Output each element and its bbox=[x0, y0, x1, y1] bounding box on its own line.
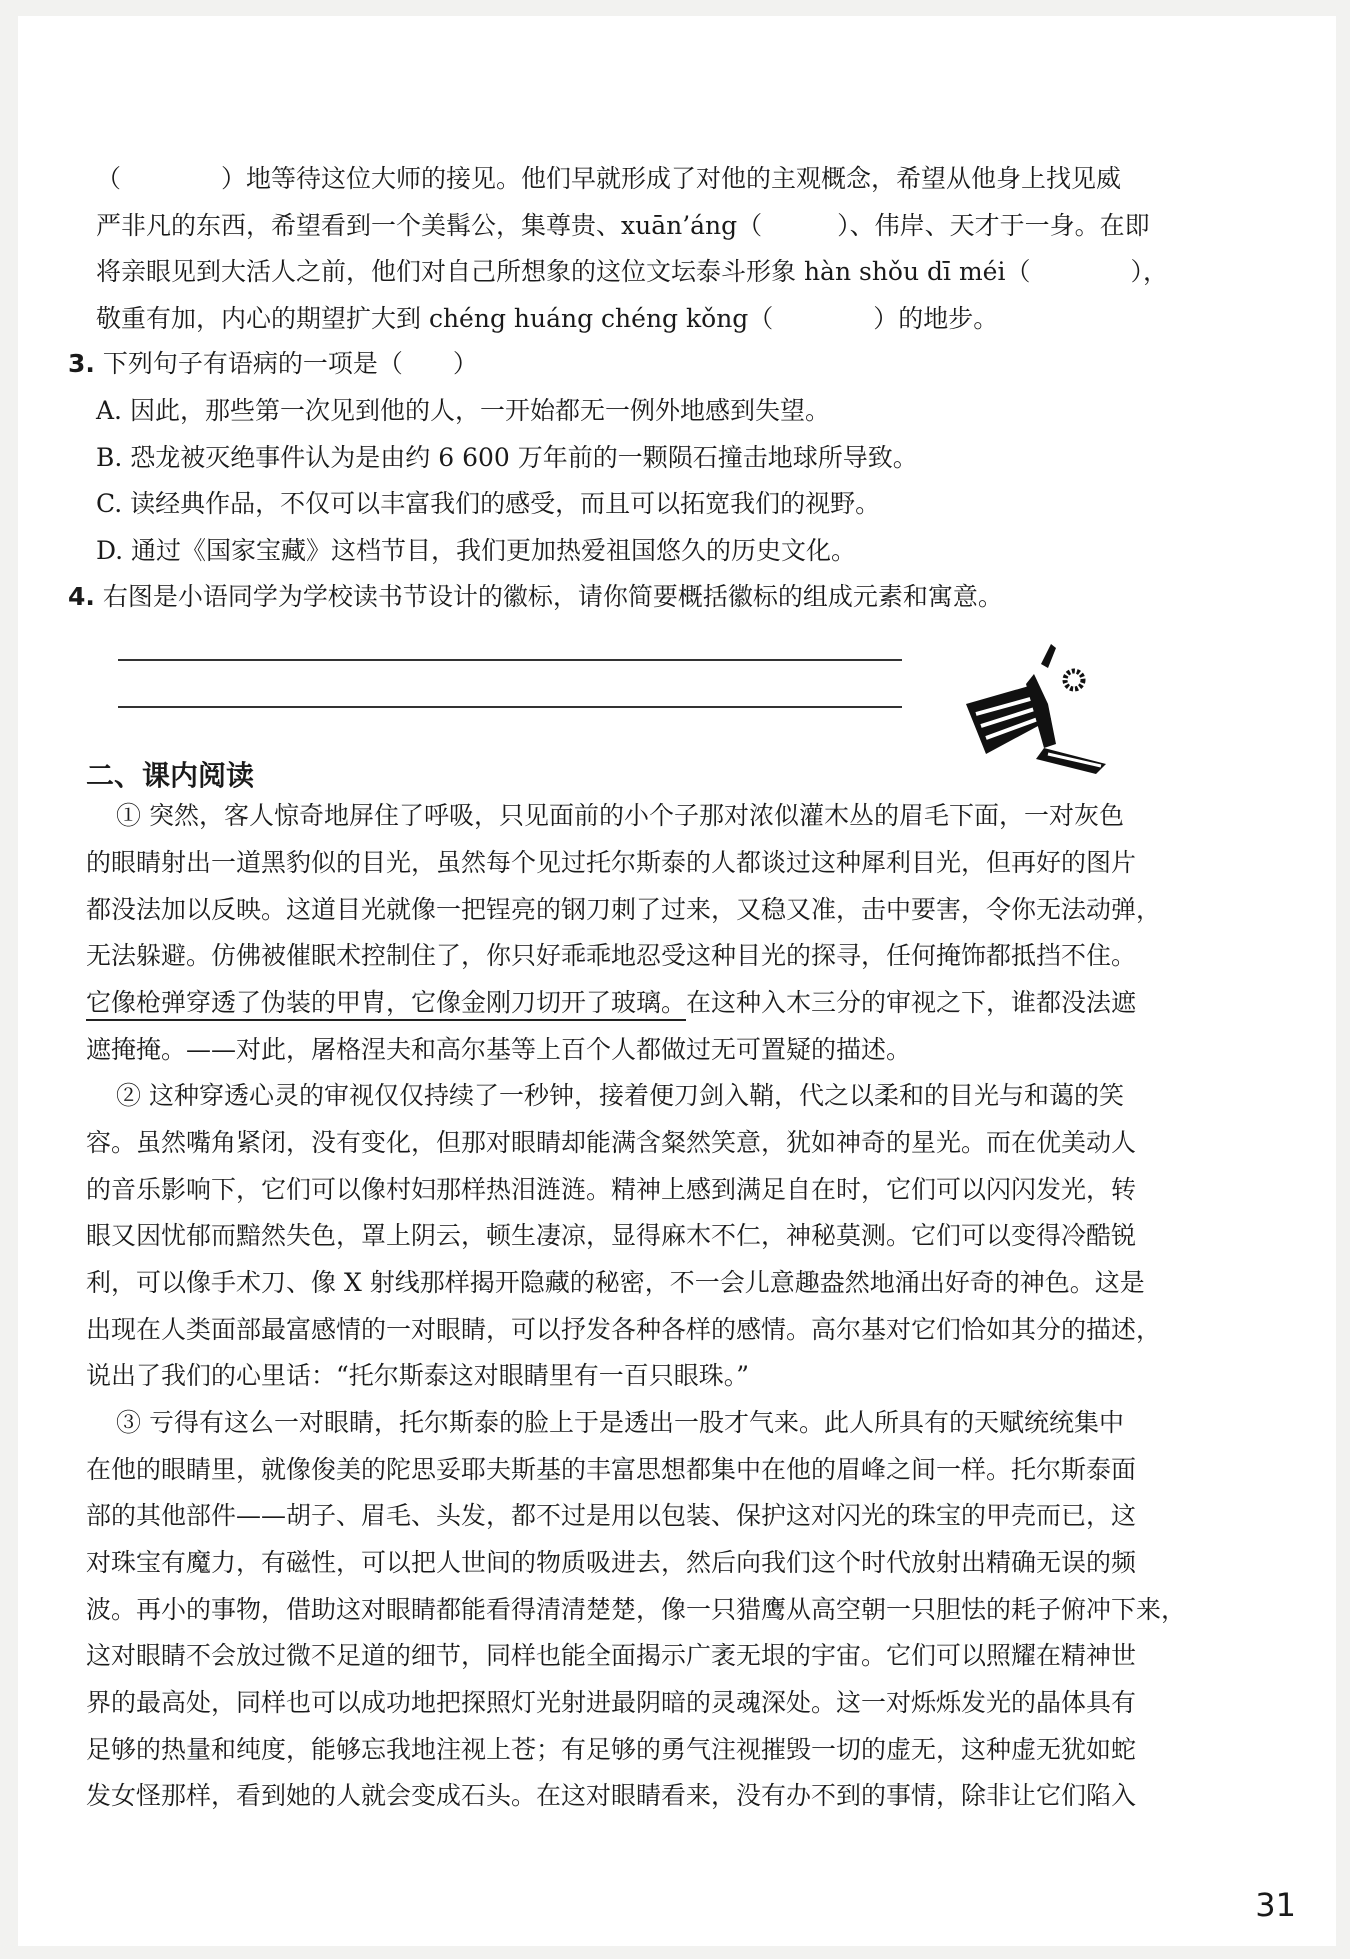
page-number: 31 bbox=[1255, 1886, 1296, 1924]
para1-line-4: 无法躲避。仿佛被催眠术控制住了，你只好乖乖地忍受这种目光的探寻，任何掩饰都抵挡不住。 bbox=[86, 941, 1137, 970]
para2-line-2: 容。虽然嘴角紧闭，没有变化，但那对眼睛却能满含粲然笑意，犹如神奇的星光。而在优美动人 bbox=[86, 1128, 1137, 1157]
reading-festival-emblem-icon bbox=[956, 644, 1116, 784]
intro-line-4: 敬重有加，内心的期望扩大到 chéng huáng chéng kǒng（ ）的地步。 bbox=[96, 304, 999, 333]
para2-line-1: ② 这种穿透心灵的审视仅仅持续了一秒钟，接着便刀剑入鞘，代之以柔和的目光与和蔼的笑 bbox=[116, 1081, 1124, 1110]
para1-line-1: ① 突然，客人惊奇地屏住了呼吸，只见面前的小个子那对浓似灌木丛的眉毛下面，一对灰色 bbox=[116, 801, 1124, 830]
para1-line-5 bbox=[86, 985, 1136, 1021]
para1-line-2: 的眼睛射出一道黑豹似的目光，虽然每个见过托尔斯泰的人都谈过这种犀利目光，但再好的图片 bbox=[86, 848, 1137, 877]
para2-line-5: 利，可以像手术刀、像 X 射线那样揭开隐藏的秘密，不一会儿意趣盎然地涌出好奇的神色。这是 bbox=[86, 1268, 1145, 1297]
para3-line-4: 对珠宝有魔力，有磁性，可以把人世间的物质吸进去，然后向我们这个时代放射出精确无误的频 bbox=[86, 1548, 1137, 1577]
question-4-number: 4. bbox=[68, 582, 95, 611]
question-3-number: 3. bbox=[68, 349, 95, 378]
para3-line-2: 在他的眼睛里，就像俊美的陀思妥耶夫斯基的丰富思想都集中在他的眉峰之间一样。托尔斯泰面 bbox=[86, 1455, 1137, 1484]
para3-line-6: 这对眼睛不会放过微不足道的细节，同样也能全面揭示广袤无垠的宇宙。它们可以照耀在精神世 bbox=[86, 1641, 1137, 1670]
question-4-stem: 右图是小语同学为学校读书节设计的徽标，请你简要概括徽标的组成元素和寓意。 bbox=[102, 582, 1003, 611]
para2-line-6: 出现在人类面部最富感情的一对眼睛，可以抒发各种各样的感情。高尔基对它们恰如其分的描述， bbox=[86, 1315, 1162, 1344]
para1-line-3: 都没法加以反映。这道目光就像一把锃亮的钢刀刺了过来，又稳又准，击中要害，令你无法动弹， bbox=[86, 895, 1162, 924]
para1-line-5-rest: 在这种入木三分的审视之下，谁都没法遮 bbox=[686, 988, 1137, 1017]
para2-line-3: 的音乐影响下，它们可以像村妇那样热泪涟涟。精神上感到满足自在时，它们可以闪闪发光，转 bbox=[86, 1175, 1137, 1204]
question-3 bbox=[68, 346, 478, 382]
para2-line-4: 眼又因忧郁而黯然失色，罩上阴云，顿生凄凉，显得麻木不仁，神秘莫测。它们可以变得冷酷锐 bbox=[86, 1221, 1137, 1250]
intro-line-1: （ ）地等待这位大师的接见。他们早就形成了对他的主观概念，希望从他身上找见威 bbox=[96, 164, 1122, 193]
para3-line-7: 界的最高处，同样也可以成功地把探照灯光射进最阴暗的灵魂深处。这一对烁烁发光的晶体具有 bbox=[86, 1688, 1137, 1717]
section-title: 二、课内阅读 bbox=[86, 759, 255, 792]
answer-line-2[interactable] bbox=[118, 706, 902, 708]
para2-line-7: 说出了我们的心里话：“托尔斯泰这对眼睛里有一百只眼珠。” bbox=[86, 1361, 750, 1390]
para1-line-6: 遮掩掩。——对此，屠格涅夫和高尔基等上百个人都做过无可置疑的描述。 bbox=[86, 1035, 912, 1064]
underlined-sentence: 它像枪弹穿透了伪装的甲胄，它像金刚刀切开了玻璃。 bbox=[86, 988, 686, 1021]
para3-line-8: 足够的热量和纯度，能够忘我地注视上苍；有足够的勇气注视摧毁一切的虚无，这种虚无犹如蛇 bbox=[86, 1735, 1137, 1764]
intro-line-2: 严非凡的东西，希望看到一个美髯公，集尊贵、xuān’áng（ ）、伟岸、天才于一身。在即 bbox=[96, 211, 1150, 240]
para3-line-3: 部的其他部件——胡子、眉毛、头发，都不过是用以包装、保护这对闪光的珠宝的甲壳而已，这 bbox=[86, 1501, 1137, 1530]
question-3-option-d: D. 通过《国家宝藏》这档节目，我们更加热爱祖国悠久的历史文化。 bbox=[96, 536, 857, 565]
intro-line-3: 将亲眼见到大活人之前，他们对自己所想象的这位文坛泰斗形象 hàn shǒu dī méi（ ）， bbox=[96, 257, 1168, 286]
question-3-option-a: A. 因此，那些第一次见到他的人，一开始都无一例外地感到失望。 bbox=[96, 396, 830, 425]
para3-line-9: 发女怪那样，看到她的人就会变成石头。在这对眼睛看来，没有办不到的事情，除非让它们陷入 bbox=[86, 1781, 1137, 1810]
answer-line-1[interactable] bbox=[118, 659, 902, 661]
question-4 bbox=[68, 579, 1003, 615]
question-3-option-c: C. 读经典作品，不仅可以丰富我们的感受，而且可以拓宽我们的视野。 bbox=[96, 489, 881, 518]
question-3-stem: 下列句子有语病的一项是（ ） bbox=[102, 349, 478, 378]
para3-line-5: 波。再小的事物，借助这对眼睛都能看得清清楚楚，像一只猎鹰从高空朝一只胆怯的耗子俯冲下来， bbox=[86, 1595, 1187, 1624]
para3-line-1: ③ 亏得有这么一对眼睛，托尔斯泰的脸上于是透出一股才气来。此人所具有的天赋统统集中 bbox=[116, 1408, 1124, 1437]
question-3-option-b: B. 恐龙被灭绝事件认为是由约 6 600 万年前的一颗陨石撞击地球所导致。 bbox=[96, 443, 918, 472]
textbook-page bbox=[18, 16, 1336, 1946]
